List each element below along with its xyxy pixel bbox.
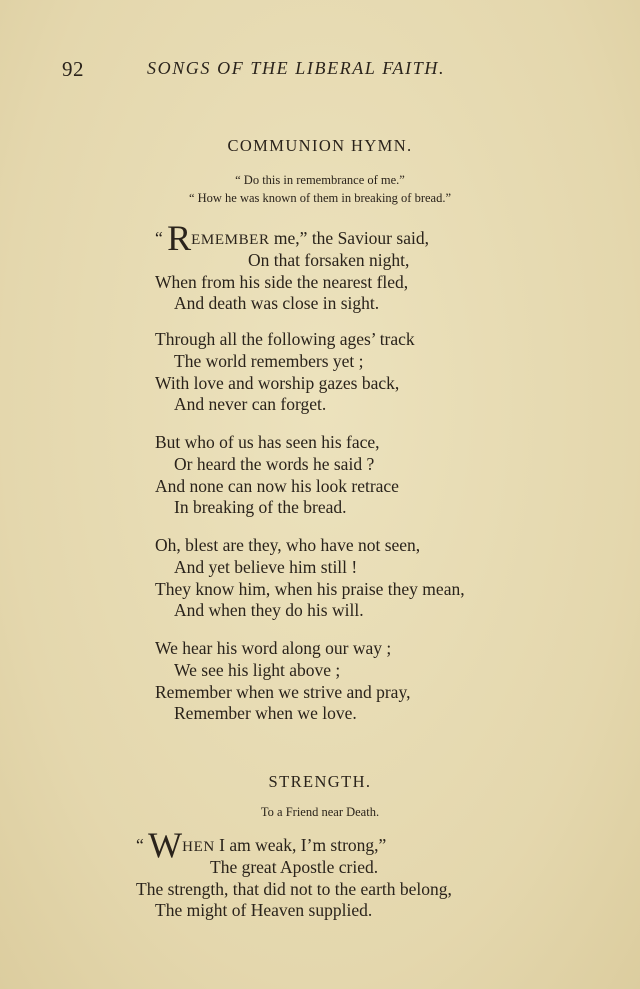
verse-line: But who of us has seen his face, <box>155 432 380 452</box>
verse-line: On that forsaken night, <box>248 249 410 270</box>
verse-line: Remember when we love. <box>174 703 357 724</box>
drop-cap: W <box>148 825 183 865</box>
verse-line: Through all the following ages’ track <box>155 329 415 349</box>
verse-line: When from his side the nearest fled, <box>155 271 409 292</box>
verse-line: The great Apostle cried. <box>210 856 379 877</box>
verse-line: The strength, that did not to the earth belong, <box>136 878 452 899</box>
verse-line: We hear his word along our way ; <box>155 638 392 658</box>
verse-line: They know him, when his praise they mean, <box>155 578 465 599</box>
epigraph-strength: To a Friend near Death. <box>260 805 380 819</box>
verse-line: And death was close in sight. <box>174 293 380 314</box>
stanza-strength-1 <box>136 825 452 922</box>
verse-line: Oh, blest are they, who have not seen, <box>155 535 421 555</box>
verse-line: “ WHEN I am weak, I’m strong,” <box>136 825 387 865</box>
stanza-4 <box>155 535 465 622</box>
verse-line: In breaking of the bread. <box>174 497 347 518</box>
verse-line: “ REMEMBER me,” the Saviour said, <box>155 218 429 258</box>
drop-cap: R <box>167 218 192 258</box>
page-number: 92 <box>62 57 84 81</box>
verse-line: And yet believe him still ! <box>174 556 358 577</box>
verse-line: We see his light above ; <box>174 659 341 680</box>
hymn-title-strength: STRENGTH. <box>268 772 372 791</box>
verse-line: Or heard the words he said ? <box>174 453 375 474</box>
epigraph-line-1: “ Do this in remembrance of me.” <box>235 173 405 187</box>
epigraph-line-2: “ How he was known of them in breaking of bread.” <box>188 191 452 205</box>
stanza-5 <box>155 638 410 725</box>
verse-line: And never can forget. <box>174 394 327 415</box>
verse-line: With love and worship gazes back, <box>155 372 400 393</box>
verse-line: The might of Heaven supplied. <box>155 900 373 921</box>
verse-line: And none can now his look retrace <box>155 475 399 496</box>
verse-line: Remember when we strive and pray, <box>155 681 411 702</box>
stanza-3 <box>155 432 399 519</box>
stanza-1 <box>155 218 429 315</box>
verse-line: And when they do his will. <box>174 600 364 621</box>
stanza-2 <box>155 329 415 416</box>
verse-line: The world remembers yet ; <box>174 350 364 371</box>
hymn-title-communion: COMMUNION HYMN. <box>227 136 413 155</box>
running-title: SONGS OF THE LIBERAL FAITH. <box>147 58 446 78</box>
